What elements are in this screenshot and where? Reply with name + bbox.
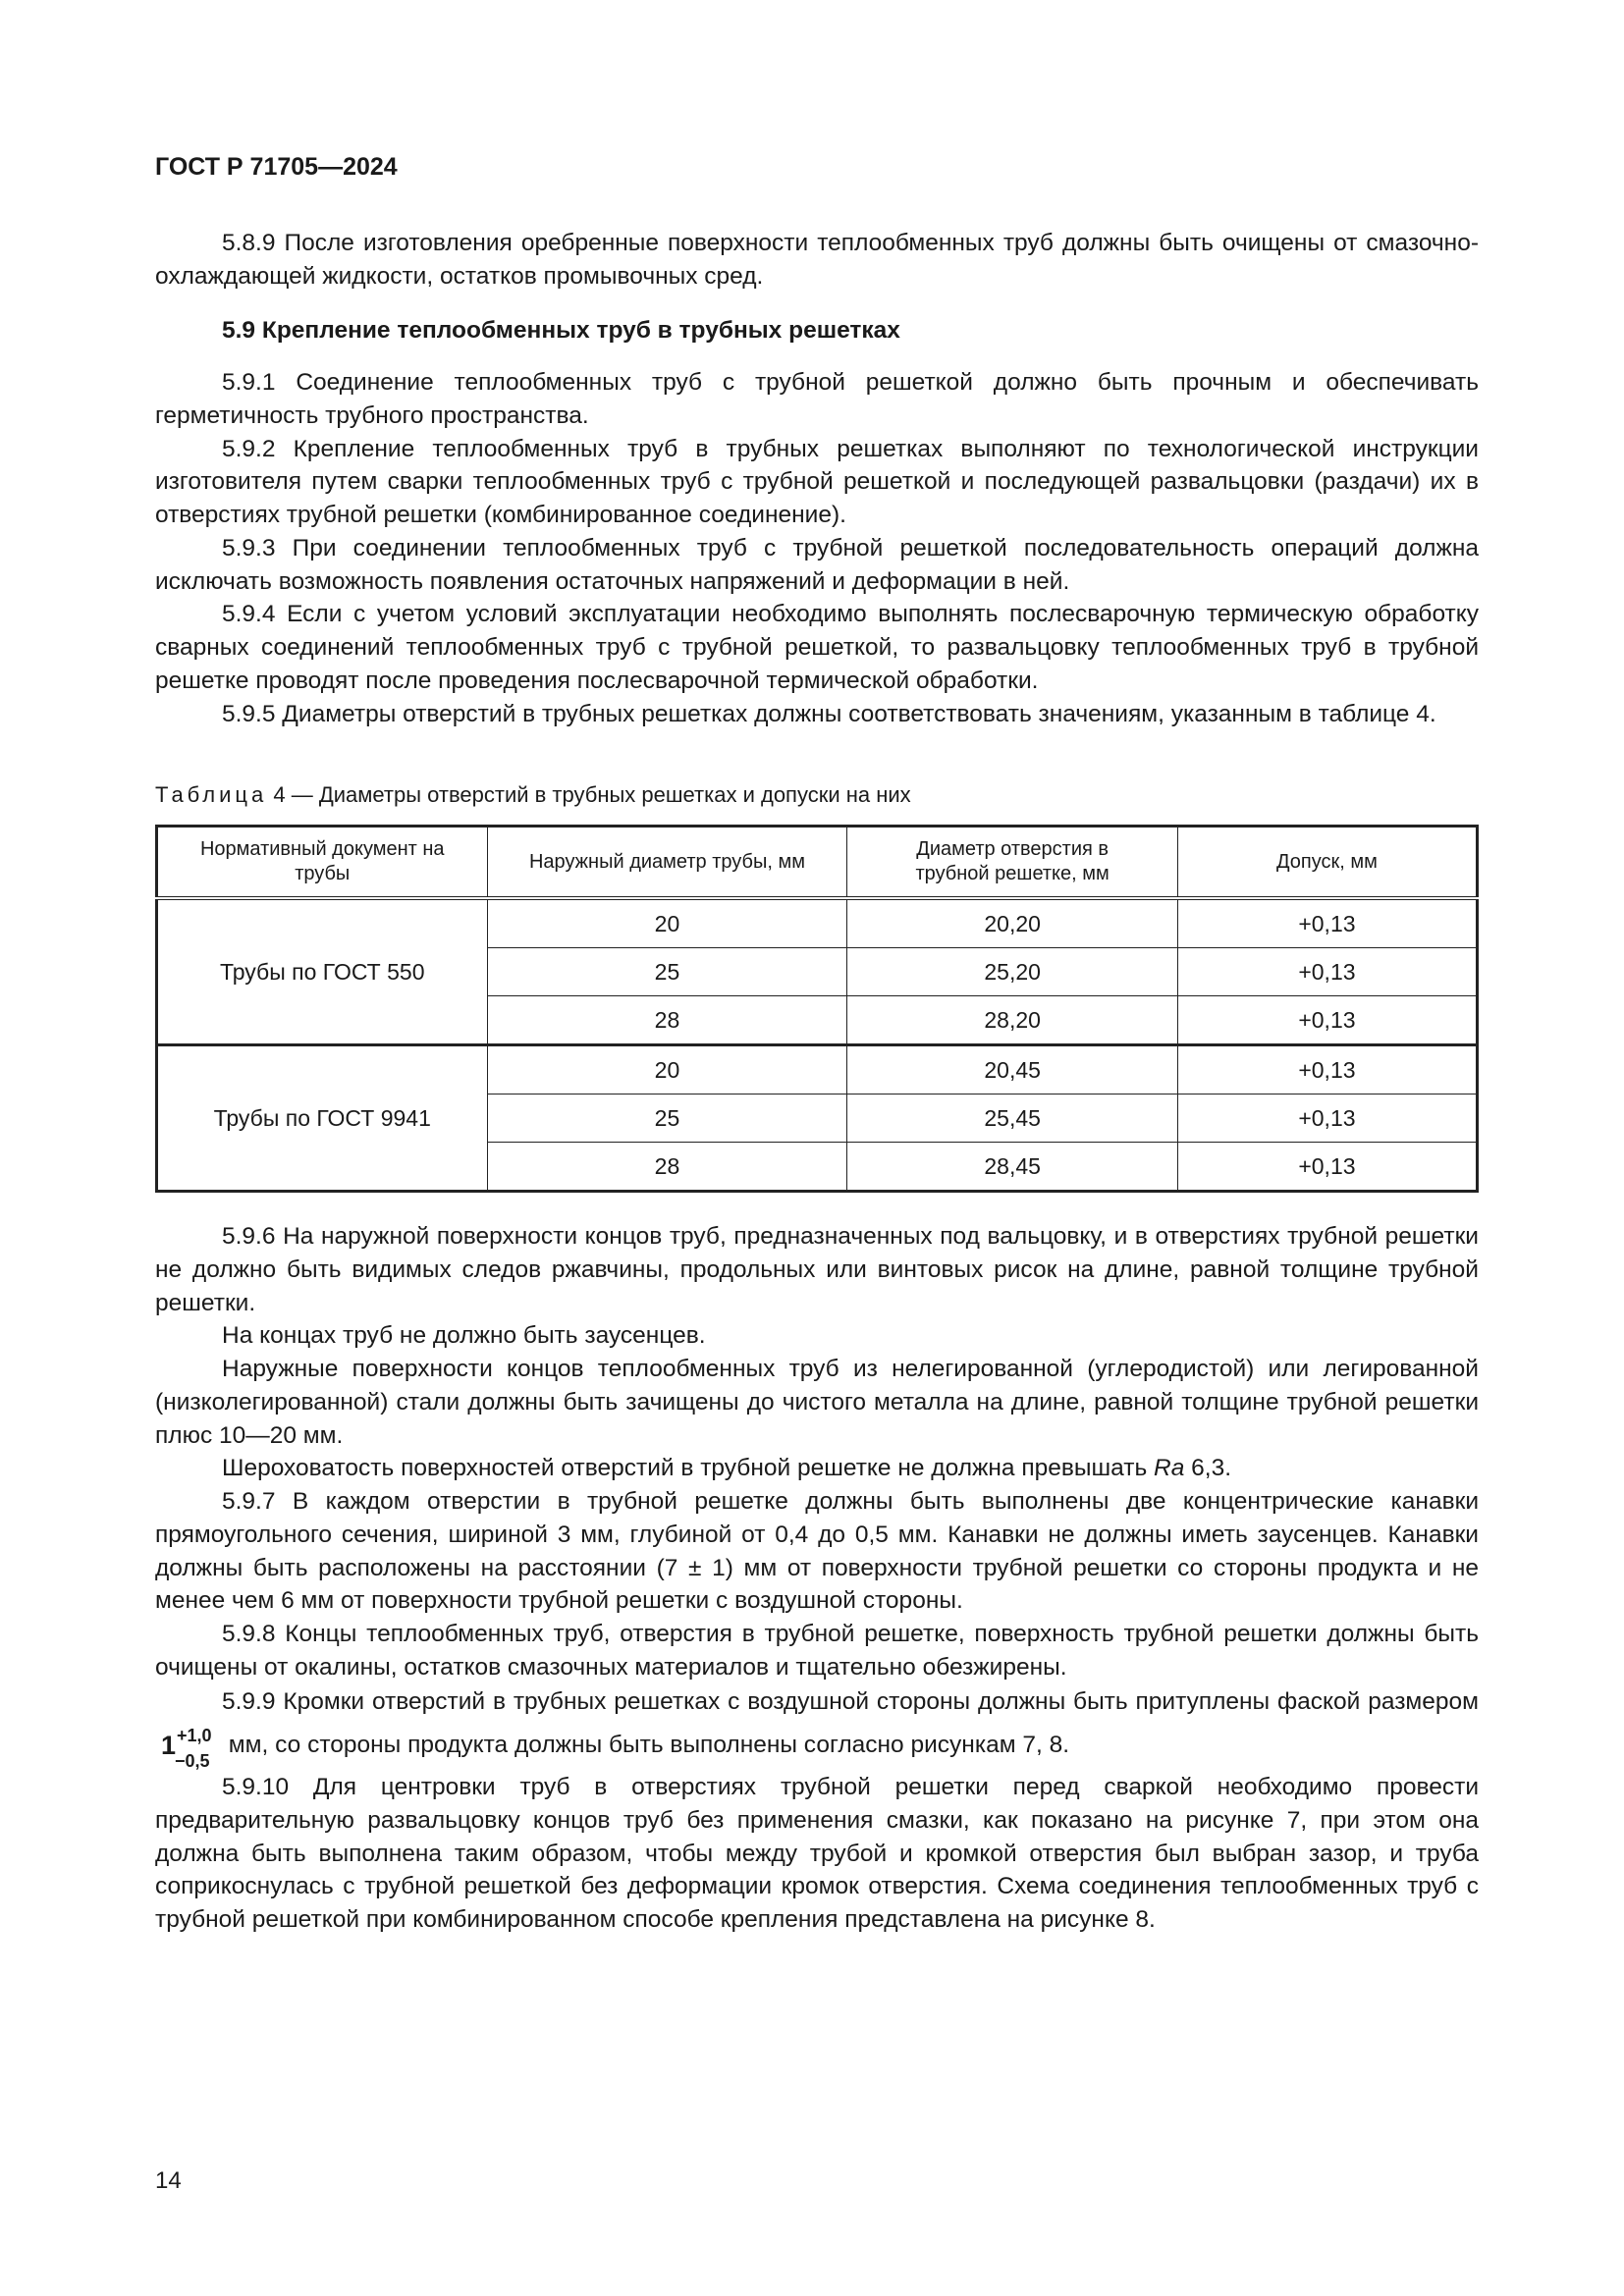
paragraph-burrs: На концах труб не должно быть заусенцев. [222,1322,706,1350]
cell-tolerance: +0,13 [1177,1045,1477,1095]
cell-hole-diameter: 28,45 [847,1143,1177,1192]
document-header: ГОСТ Р 71705—2024 [155,153,398,181]
cell-tolerance: +0,13 [1177,1095,1477,1143]
paragraph-roughness [155,1452,1479,1485]
cell-hole-diameter: 25,45 [847,1095,1177,1143]
paragraph-5-9-3: 5.9.3 При соединении теплообменных труб с трубной решеткой последовательность операций должна исключать возможность появления остаточных напряжений и деформации в ней. [155,534,1479,595]
paragraph-5-9-6: 5.9.6 На наружной поверхности концов труб, предназначенных под вальцовку, и в отверстиях трубной решетки не должно быть видимых следов ржавчины, продольных или винтовых рисок на длине, равной толщине трубной решетки. [155,1223,1479,1316]
cell-tolerance: +0,13 [1177,948,1477,996]
col-header: Диаметр отверстия в трубной решетке, мм [847,827,1177,899]
tol-base: 1 [161,1730,177,1760]
cell-hole-diameter: 28,20 [847,996,1177,1045]
caption-text: 4 — Диаметры отверстий в трубных решетках и допуски на них [267,782,911,807]
cell-outer-diameter: 20 [487,1045,847,1095]
paragraph-5-9-8: 5.9.8 Концы теплообменных труб, отверстия в трубной решетке, поверхность трубной решетки должны быть очищены от окалины, остатков смазочных материалов и тщательно обезжирены. [155,1621,1479,1681]
text: Шероховатость поверхностей отверстий в трубной решетке не должна превышать [222,1455,1155,1482]
paragraph-block-2 [155,366,1479,730]
text: 5.9.9 Кромки отверстий в трубных решетках с воздушной стороны должны быть притуплены фаской размером [222,1687,1479,1715]
table-row [157,1045,1478,1095]
cell-outer-diameter: 20 [487,898,847,948]
text: мм, со стороны продукта должны быть выполнены согласно рисункам 7, 8. [222,1731,1070,1758]
table-header-row [157,827,1478,899]
cell-tolerance: +0,13 [1177,898,1477,948]
paragraph-5-9-10: 5.9.10 Для центровки труб в отверстиях трубной решетки перед сваркой необходимо провести предварительную развальцовку концов труб без применения смазки, как показано на рисунке 7, при этом она должна быть выполнена таким образом, чтобы между трубой и кромкой отверстия был выбран зазор, и труба соприкоснулась с трубной решеткой без деформации кромок отверстия. Схема соединения теплообменных труб с трубной решеткой при комбинированном способе крепления представлена на рисунке 8. [155,1774,1479,1933]
text: 6,3. [1184,1455,1232,1482]
paragraph-5-9-1: 5.9.1 Соединение теплообменных труб с трубной решеткой должно быть прочным и обеспечивать герметичность трубного пространства. [155,369,1479,429]
cell-hole-diameter: 20,45 [847,1045,1177,1095]
paragraph-5-9-2: 5.9.2 Крепление теплообменных труб в трубных решетках выполняют по технологической инструкции изготовителя путем сварки теплообменных труб с трубной решеткой и последующей развальцовки (раздачи) их в отверстиях трубной решетки (комбинированное соединение). [155,435,1479,528]
tolerance-value [155,1723,222,1771]
paragraph-5-9-4: 5.9.4 Если с учетом условий эксплуатации необходимо выполнять послесварочную термическую обработку сварных соединений теплообменных труб с трубной решеткой, то развальцовку теплообменных труб в трубной решетке проводят после проведения послесварочной термической обработки. [155,601,1479,694]
paragraph-block-3 [155,1220,1479,1771]
cell-outer-diameter: 25 [487,948,847,996]
paragraph-5-8-9: 5.8.9 После изготовления оребренные поверхности теплообменных труб должны быть очищены от смазочно-охлаждающей жидкости, остатков промывочных сред. [155,230,1479,290]
ra-symbol: Ra [1154,1455,1185,1482]
cell-outer-diameter: 25 [487,1095,847,1143]
paragraph-5-9-7: 5.9.7 В каждом отверстии в трубной решетке должны быть выполнены две концентрические канавки прямоугольного сечения, шириной 3 мм, глубиной от 0,4 до 0,5 мм. Канавки не должны иметь заусенцев. Канавки должны быть расположены на расстоянии (7 ± 1) мм от поверхности трубной решетки со стороны продукта и не менее чем 6 мм от поверхности трубной решетки с воздушной стороны. [155,1488,1479,1615]
col-header: Допуск, мм [1177,827,1477,899]
col-header: Нормативный документ на трубы [157,827,488,899]
paragraph-5-9-9 [155,1681,1479,1771]
tol-upper: +1,0 [177,1725,212,1745]
cell-outer-diameter: 28 [487,1143,847,1192]
table-caption [155,782,911,808]
col-header: Наружный диаметр трубы, мм [487,827,847,899]
page-number: 14 [155,2167,182,2194]
holes-table [155,825,1479,1193]
cell-tolerance: +0,13 [1177,1143,1477,1192]
cell-hole-diameter: 20,20 [847,898,1177,948]
cell-hole-diameter: 25,20 [847,948,1177,996]
paragraph-surfaces: Наружные поверхности концов теплообменных труб из нелегированной (углеродистой) или легированной (низколегированной) стали должны быть зачищены до чистого металла на длине, равной толщине трубной решетки плюс 10—20 мм. [155,1356,1479,1449]
paragraph-5-9-5: 5.9.5 Диаметры отверстий в трубных решетках должны соответствовать значениям, указанным в таблице 4. [222,700,1436,727]
cell-outer-diameter: 28 [487,996,847,1045]
tol-lower: −0,5 [175,1750,210,1771]
cell-tolerance: +0,13 [1177,996,1477,1045]
cell-doc: Трубы по ГОСТ 9941 [157,1045,488,1192]
cell-doc: Трубы по ГОСТ 550 [157,898,488,1045]
paragraph-block-4 [155,1771,1479,1937]
caption-label: Таблица [155,782,268,807]
section-title: 5.9 Крепление теплообменных труб в трубных решетках [222,317,900,344]
paragraph-block-1 [155,227,1479,294]
table-row [157,898,1478,948]
